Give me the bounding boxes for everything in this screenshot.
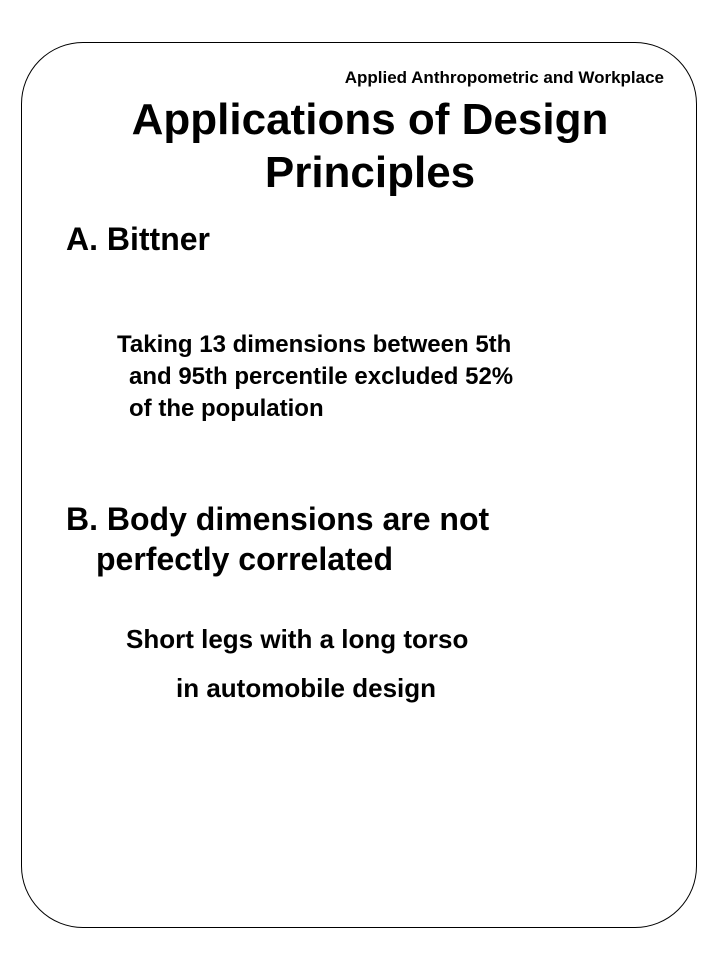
section-a-body: [117, 329, 513, 425]
section-b-line-1: Short legs with a long torso: [126, 624, 469, 654]
section-a-heading: A. Bittner: [66, 221, 210, 257]
section-b-line-2: in automobile design: [176, 673, 437, 703]
section-a-line-3: of the population: [129, 395, 324, 422]
section-b-heading: [66, 499, 489, 579]
slide-title: [40, 93, 700, 199]
section-b-heading-line-1: B. Body dimensions are not: [66, 501, 490, 537]
section-a-line-1: Taking 13 dimensions between 5th: [117, 331, 512, 358]
section-b-heading-line-2: perfectly correlated: [96, 541, 394, 577]
title-line-2: Principles: [264, 148, 476, 197]
title-line-1: Applications of Design: [131, 95, 609, 144]
header-note: Applied Anthropometric and Workplace: [344, 68, 664, 87]
section-a-line-2: and 95th percentile excluded 52%: [129, 363, 514, 390]
